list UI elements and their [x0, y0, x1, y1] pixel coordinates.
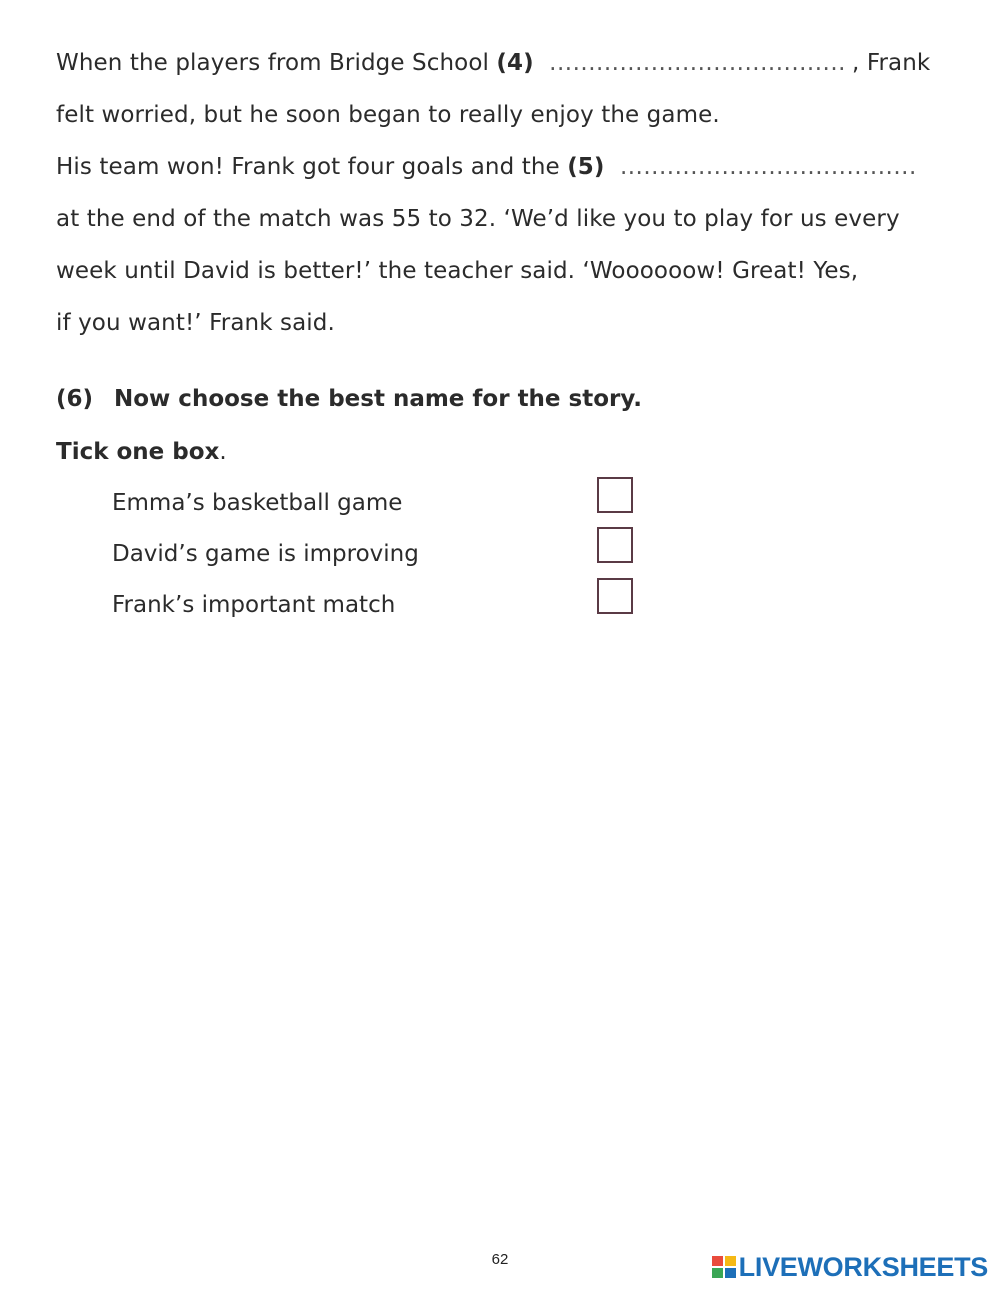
story-line-1: [56, 48, 930, 78]
story-line-1-end: , Frank: [852, 50, 931, 76]
story-line-4: at the end of the match was 55 to 32. ‘We’d like you to play for us every: [56, 206, 900, 232]
story-line-1-start: When the players from Bridge School: [56, 50, 489, 76]
liveworksheets-logo: [711, 1252, 988, 1282]
question-number: (6): [56, 386, 94, 412]
gap-4-number: (4): [496, 50, 534, 76]
page-number: 62: [491, 1251, 509, 1268]
story-line-6: if you want!’ Frank said.: [56, 310, 335, 336]
option-label-3: Frank’s important match: [112, 592, 396, 618]
liveworksheets-icon: [711, 1254, 737, 1280]
option-label-2: David’s game is improving: [112, 541, 419, 567]
option-checkbox-3[interactable]: [597, 578, 633, 614]
question-text: Now choose the best name for the story.: [114, 386, 642, 412]
story-line-3-start: His team won! Frank got four goals and the: [56, 154, 560, 180]
option-checkbox-1[interactable]: [597, 477, 633, 513]
gap-5-blank[interactable]: ......................................: [619, 154, 917, 180]
story-line-5: week until David is better!’ the teacher said. ‘Woooooow! Great! Yes,: [56, 258, 859, 284]
story-line-2: felt worried, but he soon began to really enjoy the game.: [56, 102, 720, 128]
story-line-3: [56, 152, 917, 182]
instruction-end: .: [219, 439, 227, 465]
gap-4-blank[interactable]: ......................................: [549, 50, 846, 76]
option-checkbox-2[interactable]: [597, 527, 633, 563]
instruction-bold: Tick one box: [56, 439, 220, 465]
question-6-heading: [56, 384, 642, 414]
option-label-1: Emma’s basketball game: [112, 490, 403, 516]
gap-5-number: (5): [567, 154, 605, 180]
instruction: [56, 437, 227, 467]
brand-name: LIVEWORKSHEETS: [738, 1251, 988, 1282]
